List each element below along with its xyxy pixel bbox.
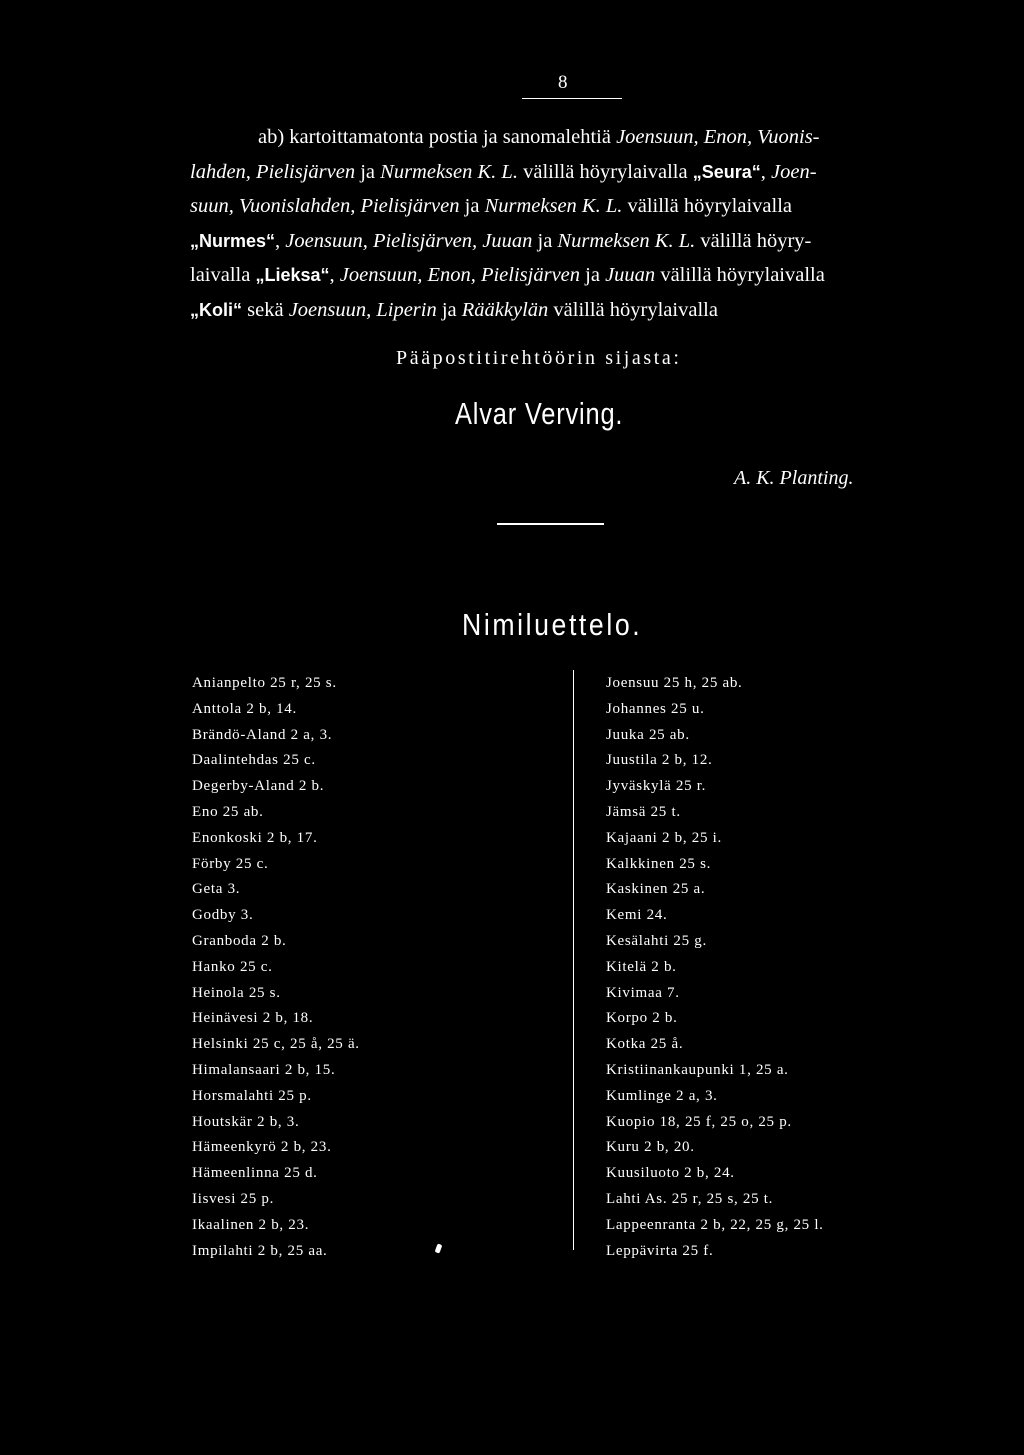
index-entry: Kesälahti 25 g. <box>606 932 707 949</box>
index-entry: Hanko 25 c. <box>192 958 273 975</box>
index-entry: Kuru 2 b, 20. <box>606 1139 695 1156</box>
paragraph-text: ja <box>532 229 558 252</box>
paragraph-line <box>190 258 970 293</box>
paragraph-text: laivalla <box>190 264 256 286</box>
index-entry: Förby 25 c. <box>192 855 269 872</box>
paragraph-text: , <box>760 160 772 183</box>
signature-name: Alvar Verving. <box>455 396 624 431</box>
index-entry: Heinola 25 s. <box>192 984 281 1001</box>
paragraph-text: välillä höyrylaivalla <box>655 264 825 286</box>
index-entry: Enonkoski 2 b, 17. <box>192 829 318 846</box>
index-entry: Kumlinge 2 a, 3. <box>606 1087 718 1104</box>
index-left-column <box>192 671 360 1264</box>
paragraph-text: Joen- <box>771 160 817 183</box>
index-entry: Kotka 25 å. <box>606 1036 684 1053</box>
page-number-rule <box>522 98 622 99</box>
paragraph-line <box>190 155 970 190</box>
paragraph-line <box>190 224 970 259</box>
paragraph-line <box>190 120 970 155</box>
paragraph-text: suun, Vuonislahden, Pielisjärven <box>190 195 460 217</box>
paragraph-text: ab) kartoittamatonta postia ja sanomalehtiä <box>258 126 617 148</box>
mail-route-paragraph <box>190 120 970 327</box>
paragraph-text: Joensuun, Pielisjärven, Juuan <box>285 229 533 252</box>
paragraph-text: ja <box>459 195 485 217</box>
index-entry: Korpo 2 b. <box>606 1010 678 1027</box>
page-number: 8 <box>558 72 568 93</box>
index-entry: Kuopio 18, 25 f, 25 o, 25 p. <box>606 1113 792 1130</box>
ink-speck <box>435 1243 443 1253</box>
index-entry: Helsinki 25 c, 25 å, 25 ä. <box>192 1036 360 1053</box>
index-entry: Ikaalinen 2 b, 23. <box>192 1216 310 1233</box>
index-entry: Heinävesi 2 b, 18. <box>192 1010 314 1027</box>
index-entry: Eno 25 ab. <box>192 803 264 820</box>
index-entry: Kajaani 2 b, 25 i. <box>606 829 722 846</box>
index-entry: Brändö-Aland 2 a, 3. <box>192 726 333 743</box>
paragraph-text: välillä höyrylaivalla <box>622 195 793 217</box>
index-entry: Geta 3. <box>192 881 241 898</box>
column-divider <box>573 670 574 1250</box>
index-entry: Impilahti 2 b, 25 aa. <box>192 1242 328 1259</box>
index-entry: Kaskinen 25 a. <box>606 881 706 898</box>
index-entry: Lappeenranta 2 b, 22, 25 g, 25 l. <box>606 1216 824 1233</box>
index-entry: Kalkkinen 25 s. <box>606 855 712 872</box>
index-entry: Daalintehdas 25 c. <box>192 752 316 769</box>
paragraph-line <box>190 189 970 224</box>
paragraph-text: välillä höyry- <box>695 229 812 252</box>
section-divider <box>497 523 604 525</box>
index-entry: Degerby-Aland 2 b. <box>192 778 325 795</box>
paragraph-text: Joensuun, Liperin <box>288 298 437 321</box>
paragraph-text: Rääkkylän <box>461 298 549 321</box>
index-entry: Kitelä 2 b. <box>606 958 677 975</box>
index-entry: Hämeenkyrö 2 b, 23. <box>192 1139 332 1156</box>
paragraph-text: Joensuun, Enon, Pielisjärven <box>339 264 581 286</box>
index-entry: Anianpelto 25 r, 25 s. <box>192 675 337 691</box>
index-entry: Juustila 2 b, 12. <box>606 752 713 769</box>
paragraph-line <box>190 293 970 328</box>
index-entry: Kemi 24. <box>606 907 668 924</box>
index-entry: Leppävirta 25 f. <box>606 1242 714 1259</box>
index-entry: Godby 3. <box>192 907 254 924</box>
index-entry: Joensuu 25 h, 25 ab. <box>606 675 743 691</box>
paragraph-text: välillä höyrylaivalla <box>517 160 693 183</box>
paragraph-text: lahden, Pielisjärven <box>190 160 356 183</box>
signature-title: Pääpostitirehtöörin sijasta: <box>396 347 682 369</box>
paragraph-text: , <box>329 264 340 286</box>
index-entry: Granboda 2 b. <box>192 932 287 949</box>
index-entry: Himalansaari 2 b, 15. <box>192 1061 336 1078</box>
index-entry: Kivimaa 7. <box>606 984 680 1001</box>
paragraph-text: välillä höyrylaivalla <box>548 298 718 321</box>
index-title: Nimiluettelo. <box>462 607 643 642</box>
index-entry: Horsmalahti 25 p. <box>192 1087 312 1104</box>
paragraph-text: Nurmeksen K. L. <box>380 160 518 183</box>
paragraph-text: sekä <box>242 298 289 321</box>
index-entry: Hämeenlinna 25 d. <box>192 1165 318 1182</box>
paragraph-text: ja <box>355 160 381 183</box>
paragraph-text: , <box>275 229 286 252</box>
paragraph-text: „Koli“ <box>190 299 242 320</box>
signature-initials: A. K. Planting. <box>734 467 854 489</box>
index-entry: Johannes 25 u. <box>606 700 705 717</box>
index-entry: Kristiinankaupunki 1, 25 a. <box>606 1061 789 1078</box>
paragraph-text: Nurmeksen K. L. <box>484 195 623 217</box>
index-entry: Jämsä 25 t. <box>606 803 681 820</box>
paragraph-text: Juuan <box>605 264 656 286</box>
index-right-column <box>606 671 824 1264</box>
index-entry: Kuusiluoto 2 b, 24. <box>606 1165 735 1182</box>
index-entry: Juuka 25 ab. <box>606 726 690 743</box>
index-entry: Houtskär 2 b, 3. <box>192 1113 300 1130</box>
index-entry: Jyväskylä 25 r. <box>606 778 707 795</box>
paragraph-text: Joensuun, Enon, Vuonis- <box>616 126 820 148</box>
paragraph-text: Nurmeksen K. L. <box>557 229 696 252</box>
paragraph-text: „Seura“ <box>692 161 761 182</box>
index-entry: Lahti As. 25 r, 25 s, 25 t. <box>606 1190 774 1207</box>
index-entry: Anttola 2 b, 14. <box>192 700 297 717</box>
paragraph-text: ja <box>580 264 606 286</box>
paragraph-text: „Nurmes“ <box>190 230 276 251</box>
paragraph-text: ja <box>436 298 462 321</box>
paragraph-text: „Lieksa“ <box>255 265 330 285</box>
index-entry: Iisvesi 25 p. <box>192 1190 275 1207</box>
